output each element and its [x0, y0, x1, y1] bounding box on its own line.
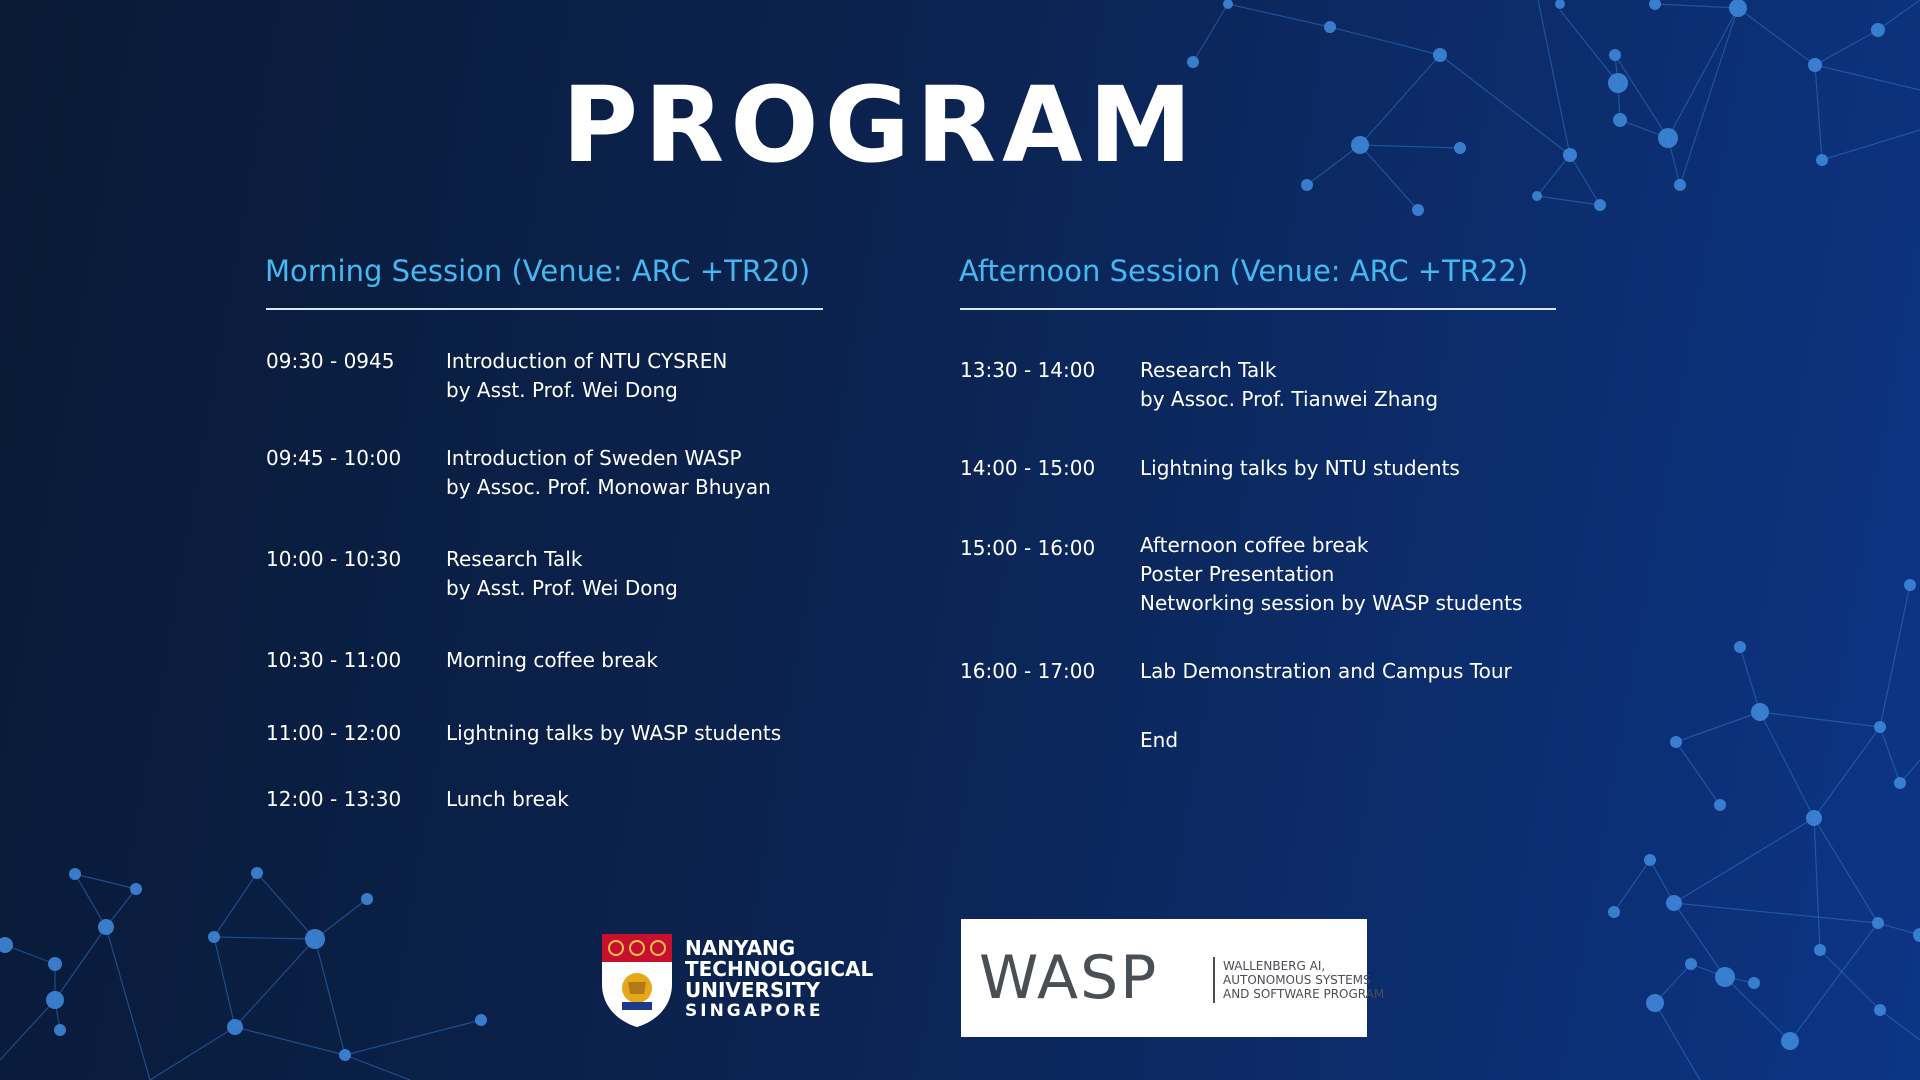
ntu-crest-icon — [600, 932, 674, 1028]
schedule-line: by Asst. Prof. Wei Dong — [446, 378, 678, 402]
afternoon-session-heading: Afternoon Session (Venue: ARC +TR22) — [959, 254, 1529, 288]
schedule-line: Introduction of NTU CYSREN — [446, 349, 728, 373]
wasp-logo — [961, 919, 1385, 1037]
wasp-divider — [1213, 957, 1215, 1003]
schedule-line: by Assoc. Prof. Monowar Bhuyan — [446, 475, 771, 499]
schedule-time: 09:30 - 0945 — [266, 349, 395, 373]
schedule-description — [1140, 726, 1178, 755]
wasp-tagline — [1223, 959, 1384, 1001]
morning-session-heading: Morning Session (Venue: ARC +TR20) — [265, 254, 811, 288]
schedule-line: Lightning talks by WASP students — [446, 721, 782, 745]
schedule-description — [446, 785, 569, 814]
schedule-line: by Assoc. Prof. Tianwei Zhang — [1140, 387, 1439, 411]
schedule-line: by Asst. Prof. Wei Dong — [446, 576, 678, 600]
wasp-tagline-line: WALLENBERG AI, — [1223, 959, 1326, 973]
schedule-time: 12:00 - 13:30 — [266, 787, 402, 811]
schedule-description — [1140, 531, 1522, 618]
wasp-tagline-line: AND SOFTWARE PROGRAM — [1223, 987, 1385, 1001]
ntu-logo — [600, 930, 874, 1030]
schedule-line: Lunch break — [446, 787, 569, 811]
afternoon-heading-divider — [960, 308, 1556, 310]
schedule-line: Networking session by WASP students — [1140, 591, 1523, 615]
schedule-description — [446, 444, 771, 502]
schedule-time: 10:00 - 10:30 — [266, 547, 402, 571]
ntu-wordmark — [685, 938, 873, 1022]
wasp-tagline-line: AUTONOMOUS SYSTEMS — [1223, 973, 1371, 987]
schedule-line: Research Talk — [1140, 358, 1277, 382]
ntu-line: NANYANG — [685, 936, 796, 960]
ntu-line: TECHNOLOGICAL — [685, 957, 874, 981]
schedule-line: Research Talk — [446, 547, 583, 571]
network-bottom-right — [1608, 579, 1920, 1080]
schedule-description — [446, 545, 678, 603]
morning-heading-divider — [266, 308, 823, 310]
schedule-line: Lab Demonstration and Campus Tour — [1140, 659, 1512, 683]
schedule-time: 13:30 - 14:00 — [960, 358, 1096, 382]
schedule-line: End — [1140, 728, 1179, 752]
ntu-line: UNIVERSITY — [685, 978, 820, 1002]
schedule-line: Introduction of Sweden WASP — [446, 446, 742, 470]
page-title: PROGRAM — [561, 64, 1199, 186]
schedule-line: Lightning talks by NTU students — [1140, 456, 1460, 480]
wasp-wordmark: WASP — [979, 943, 1159, 1013]
schedule-line: Afternoon coffee break — [1140, 533, 1369, 557]
schedule-description — [1140, 657, 1512, 686]
schedule-time: 11:00 - 12:00 — [266, 721, 402, 745]
schedule-line: Morning coffee break — [446, 648, 658, 672]
schedule-time: 14:00 - 15:00 — [960, 456, 1096, 480]
schedule-line: Poster Presentation — [1140, 562, 1335, 586]
schedule-time: 10:30 - 11:00 — [266, 648, 402, 672]
schedule-description — [446, 646, 658, 675]
schedule-description — [1140, 356, 1438, 414]
ntu-line: SINGAPORE — [685, 1001, 824, 1021]
schedule-description — [446, 719, 781, 748]
schedule-time: 09:45 - 10:00 — [266, 446, 402, 470]
schedule-time: 16:00 - 17:00 — [960, 659, 1096, 683]
network-bottom-left — [0, 867, 487, 1080]
schedule-description — [1140, 454, 1460, 483]
schedule-description — [446, 347, 727, 405]
schedule-time: 15:00 - 16:00 — [960, 536, 1096, 560]
